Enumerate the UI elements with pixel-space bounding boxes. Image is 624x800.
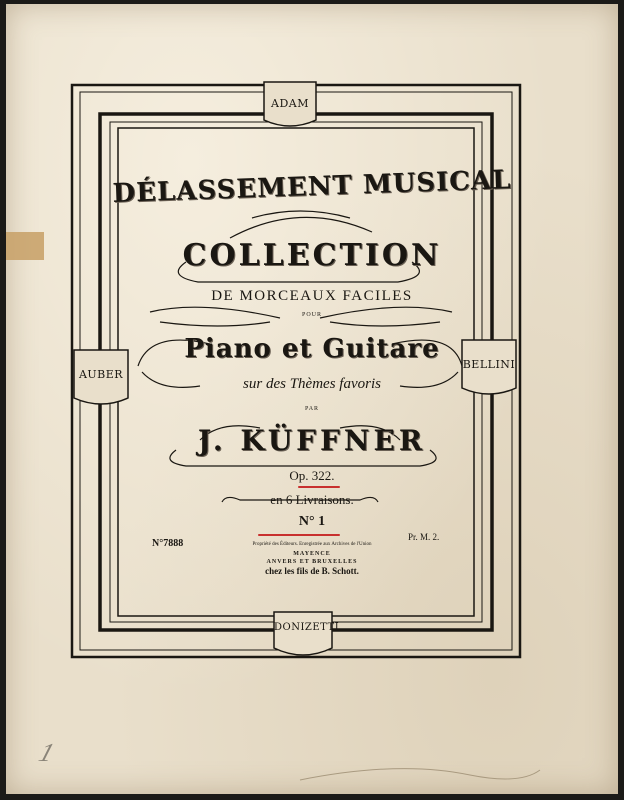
composer-name: J. KÜFFNER [197, 424, 427, 457]
imprint-city: MAYENCE [293, 551, 331, 557]
issue-underline [258, 534, 340, 536]
subtitle: DE MORCEAUX FACILES [211, 288, 413, 304]
pencil-annotation: 1 [35, 738, 58, 767]
cartouche-bottom-shape [274, 612, 340, 655]
opus-underline [298, 486, 340, 488]
publisher-line: chez les fils de B. Schott. [265, 566, 359, 576]
cartouche-left-label: AUBER [78, 368, 124, 381]
price-mark: Pr. M. 2. [408, 532, 440, 542]
pour-label: POUR [301, 312, 322, 318]
opus-number: Op. 322. [289, 468, 335, 483]
cartouche-top-label: ADAM [271, 97, 309, 110]
propriete-line: Propriété des Éditeurs. Enregistrée aux Archives de l'Union [252, 542, 372, 547]
livraisons-line: en 6 Livraisons. [270, 492, 354, 507]
collection-heading: COLLECTION [182, 238, 442, 273]
instruments-title: Piano et Guitare [184, 334, 440, 364]
imprint-cities: ANVERS ET BRUXELLES [266, 559, 358, 565]
cartouche-right-label: BELLINI [462, 358, 516, 371]
issue-number: N° 1 [298, 514, 326, 529]
main-title: DÉLASSEMENT MUSICAL [112, 165, 512, 209]
cartouche-bottom-label: DONIZETTI [274, 622, 340, 633]
themes-line: sur des Thèmes favoris [243, 376, 381, 392]
plate-number: N°7888 [152, 538, 184, 549]
par-label: PAR [304, 406, 320, 412]
